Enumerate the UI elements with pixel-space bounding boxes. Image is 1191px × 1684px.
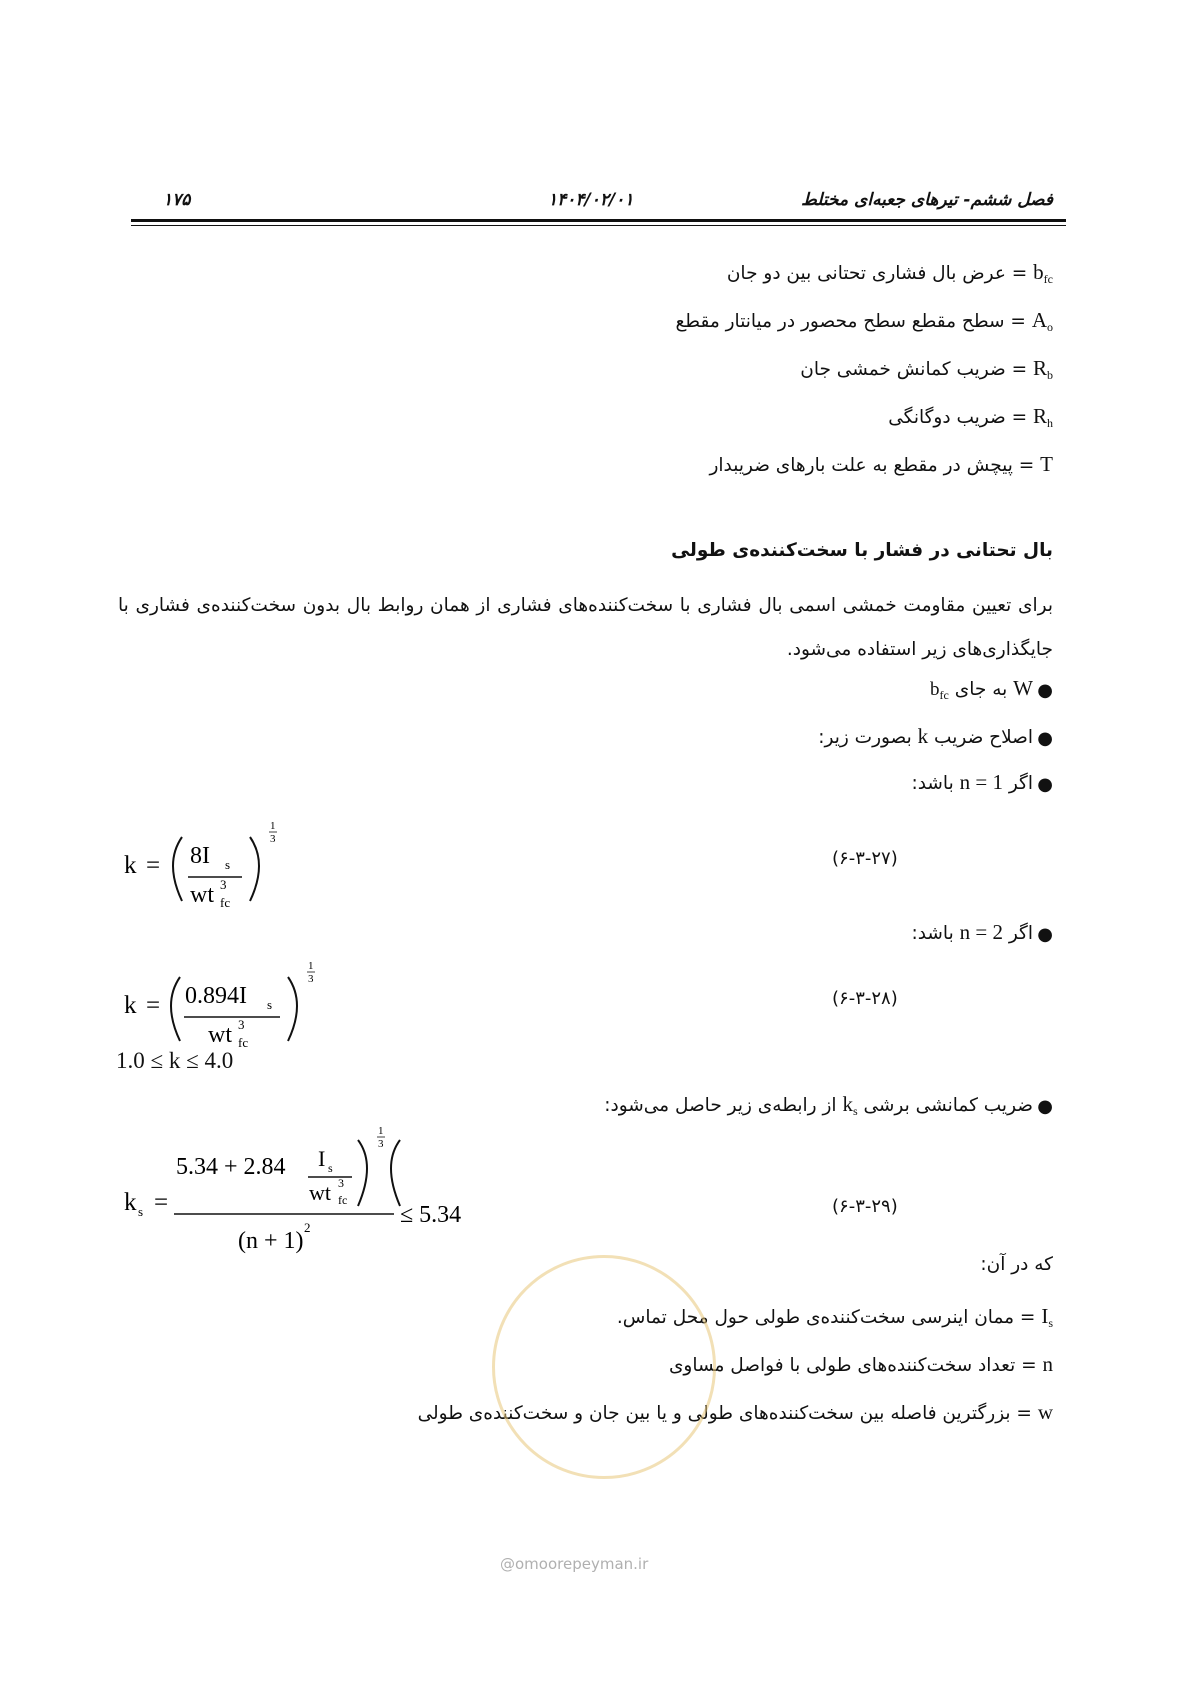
- eq29-denominator-sup: 2: [304, 1220, 311, 1235]
- section-paragraph: برای تعیین مقاومت خمشی اسمی بال فشاری با سخت‌کننده‌های فشاری از همان روابط بال بدون سخت‌کننده‌ی فشاری با جایگذاری‌های زیر استفاده می‌شود.: [118, 595, 1053, 660]
- eq29-tail: ≤ 5.34: [400, 1202, 462, 1228]
- eq29-inner-denominator-sub: fc: [338, 1193, 348, 1207]
- eq27-denominator: wt: [190, 882, 214, 908]
- bullet-dot: ●: [1037, 728, 1053, 749]
- equation-28: [112, 955, 332, 1051]
- equation-27: [112, 815, 292, 911]
- eq27-numerator-sub: s: [225, 857, 231, 872]
- eq28-equals: =: [146, 992, 161, 1019]
- eq29-inner-denominator: wt: [309, 1180, 331, 1205]
- eq29-k-sub: s: [138, 1204, 144, 1219]
- equation-29: [112, 1124, 462, 1254]
- definition-n: n = تعداد سخت‌کننده‌های طولی با فواصل مساوی: [668, 1352, 1053, 1376]
- watermark-text: @omoorepeyman.ir: [500, 1555, 649, 1573]
- eq28-denominator-sup: 3: [238, 1017, 245, 1032]
- eq29-head: 5.34 + 2.84: [176, 1154, 286, 1180]
- bullet-k-correction: اصلاح ضریب k بصورت زیر:: [818, 724, 1033, 748]
- definition-rb: $R_b$ = ضریب کمانش خمشی جان: [800, 356, 1053, 382]
- eq28-right-paren: [288, 977, 297, 1041]
- eq29-exp-num: 1: [378, 1125, 384, 1137]
- definition-rh: $R_h$ = ضریب دوگانگی: [888, 404, 1053, 430]
- bullet-w-instead-bfc: W به جای $b_{fc}$: [930, 676, 1033, 702]
- section-heading: بال تحتانی در فشار با سخت‌کننده‌ی طولی: [671, 540, 1053, 561]
- definition-ao: $A_o$ = سطح مقطع سطح محصور در میانتار مقطع: [675, 308, 1053, 334]
- equation-27-number: (۶-۳-۲۷): [832, 848, 898, 869]
- eq27-denominator-sub: fc: [220, 895, 231, 910]
- eq27-denominator-sup: 3: [220, 877, 227, 892]
- watermark-logo: [492, 1255, 716, 1479]
- header-date: ۱۴۰۴/۰۲/۰۱: [548, 190, 634, 210]
- eq28-numerator: 0.894I: [185, 983, 247, 1009]
- equation-29-number: (۶-۳-۲۹): [832, 1196, 898, 1217]
- eq27-equals: =: [146, 852, 161, 879]
- eq28-exp-num: 1: [308, 960, 314, 972]
- where-label: که در آن:: [980, 1254, 1053, 1275]
- bullet-dot: ●: [1037, 774, 1053, 795]
- eq27-exp-den: 3: [270, 833, 276, 845]
- eq28-denominator: wt: [208, 1022, 232, 1048]
- eq29-k: k: [124, 1189, 137, 1216]
- bullet-n1: اگر n = 1 باشد:: [911, 770, 1033, 794]
- bullet-n2: اگر n = 2 باشد:: [911, 920, 1033, 944]
- eq29-inner-numerator-sub: s: [328, 1161, 333, 1175]
- eq28-exp-den: 3: [308, 973, 314, 985]
- eq29-left-paren: [391, 1140, 400, 1206]
- chapter-title: فصل ششم- تیرهای جعبه‌ای مختلط: [801, 190, 1053, 210]
- eq28-k: k: [124, 992, 137, 1019]
- definition-t: T = پیچش در مقطع به علت بارهای ضریبدار: [709, 452, 1053, 476]
- eq27-right-paren: [250, 837, 259, 901]
- definition-w: w = بزرگترین فاصله بین سخت‌کننده‌های طولی و یا بین جان و سخت‌کننده‌ی طولی: [417, 1400, 1053, 1424]
- header-rule-thick: [131, 219, 1066, 222]
- eq29-denominator: (n + 1): [238, 1228, 304, 1254]
- eq29-inner-denominator-sup: 3: [338, 1176, 344, 1190]
- eq27-left-paren: [173, 837, 182, 901]
- bullet-dot: ●: [1037, 680, 1053, 701]
- bullet-dot: ●: [1037, 924, 1053, 945]
- eq29-exp-den: 3: [378, 1138, 384, 1150]
- eq28-left-paren: [171, 977, 180, 1041]
- k-limit: 1.0 ≤ k ≤ 4.0: [116, 1048, 234, 1073]
- bullet-ks: ضریب کمانشی برشی $k_s$ از رابطه‌ی زیر حاصل می‌شود:: [604, 1092, 1033, 1118]
- eq29-right-paren: [358, 1140, 367, 1206]
- definition-is: $I_s$ = ممان اینرسی سخت‌کننده‌ی طولی حول محل تماس.: [616, 1304, 1053, 1330]
- eq29-inner-numerator: I: [318, 1146, 326, 1171]
- eq29-equals: =: [154, 1189, 169, 1216]
- eq27-k: k: [124, 852, 137, 879]
- eq27-exp-num: 1: [270, 820, 276, 832]
- eq28-denominator-sub: fc: [238, 1035, 249, 1050]
- header-rule-thin: [131, 225, 1066, 226]
- page-number: ۱۷۵: [163, 190, 191, 210]
- equation-28-number: (۶-۳-۲۸): [832, 988, 898, 1009]
- definition-bfc: $b_{fc}$ = عرض بال فشاری تحتانی بین دو جان: [726, 260, 1053, 286]
- eq27-numerator: 8I: [190, 843, 210, 869]
- bullet-dot: ●: [1037, 1096, 1053, 1117]
- eq28-numerator-sub: s: [267, 997, 273, 1012]
